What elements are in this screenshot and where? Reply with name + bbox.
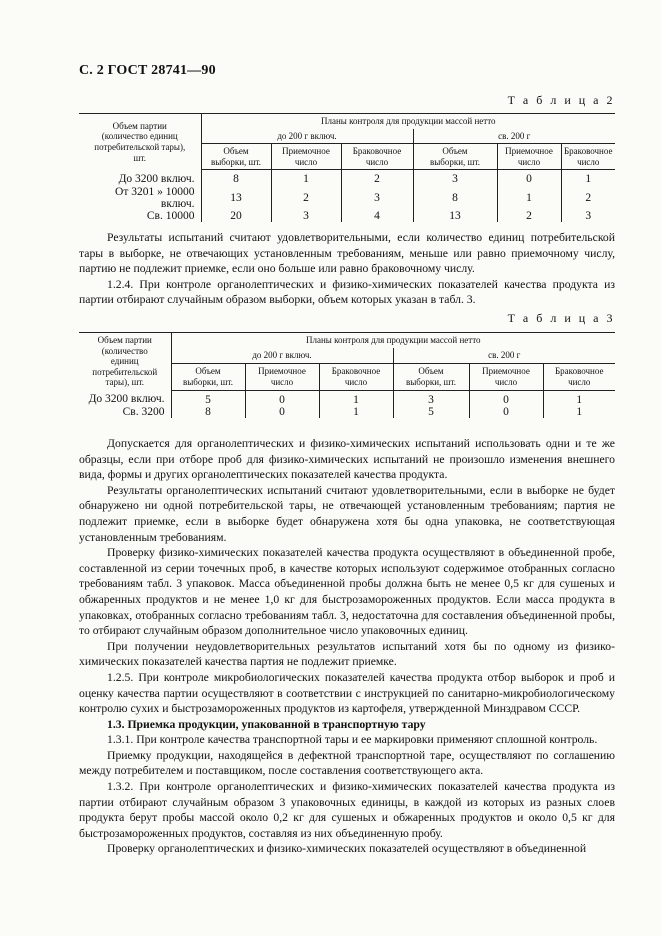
table-cell: 4 [341,210,413,222]
table3-accept-header-2: Приемочное число [469,363,543,390]
paragraph: Результаты испытаний считают удовлетворительными, если количество единиц потребительской тары в выборке, не отвечающих установленным требованиям, меньше или равно приемочному числу, партию не подлежит приемке, если оно больше или равно браковочному числу. [79,231,615,276]
table3-group-gt200: св. 200 г [393,348,615,363]
table3-reject-header: Браковочное число [319,363,393,390]
table2-reject-header-2: Браковочное число [561,144,615,170]
table-cell: 1 [271,170,341,186]
table-cell: 0 [497,170,561,186]
table2-accept-header: Приемочное число [271,144,341,170]
table-cell: 1 [543,406,615,418]
table-cell: 2 [497,210,561,222]
table-row [79,406,615,418]
table2-sample-size-header: Объем выборки, шт. [201,144,271,170]
table2-group-gt200: св. 200 г [413,129,615,144]
table-row [79,170,615,186]
table3-reject-header-2: Браковочное число [543,363,615,390]
table-cell: 8 [201,170,271,186]
table-cell: 1 [319,406,393,418]
table-cell: 5 [171,390,245,406]
row-label: От 3201 » 10000 включ. [115,185,195,210]
table-row [79,186,615,210]
table3-group-le200: до 200 г включ. [171,348,393,363]
table-row [79,390,615,406]
table3-caption: Т а б л и ц а 3 [507,311,615,325]
table-cell: 3 [561,210,615,222]
table-cell: 1 [319,390,393,406]
table-cell: 8 [413,186,497,210]
paragraph: Проверку физико-химических показателей качества продукта осуществляют в объединенной пробе, составленной из серии точечных проб, в качестве которых используют содержимое отобранных согласно требованиям табл. 3 упаковок. Масса объединенной пробы должна быть не менее 0,5 кг для сушеных и обжаренных продуктов и не менее 1,0 кг для быстрозамороженных продуктов. Если масса продукта в упаковках, отобранных согласно требованиям табл. 3, недостаточна для составления объединенной пробы, то отбирают случайным образом дополнительное число упаковочных единиц. [79,546,615,638]
table-2 [79,113,615,222]
table2-reject-header: Браковочное число [341,144,413,170]
table-cell: 13 [413,210,497,222]
table-cell: 1 [561,170,615,186]
table-cell: 2 [561,186,615,210]
table-cell: 20 [201,210,271,222]
table-cell: 0 [245,406,319,418]
row-label: Св. 10000 [146,209,195,222]
table-cell: 1 [497,186,561,210]
table2-sample-size-header-2: Объем выборки, шт. [413,144,497,170]
table-cell: 5 [393,406,469,418]
text-block-1 [79,230,615,308]
table-cell: 3 [393,390,469,406]
table-cell: 13 [201,186,271,210]
table3-col-lot-size: Объем партии (количество единиц потребительской тары), шт. [79,333,171,391]
paragraph: 1.3.1. При контроле качества транспортной тары и ее маркировки применяют сплошной контроль. [107,733,598,747]
table2-col-lot-size: Объем партии (количество единиц потребительской тары), шт. [79,114,201,170]
row-label: До 3200 включ. [118,173,195,186]
table-cell: 0 [469,390,543,406]
table2-plans-header: Планы контроля для продукции массой нетто [201,114,615,129]
text-block-2 [79,436,615,857]
table-row [79,210,615,222]
table-cell: 2 [271,186,341,210]
table2-accept-header-2: Приемочное число [497,144,561,170]
paragraph: Приемку продукции, находящейся в дефектной транспортной таре, осуществляют по соглашению между потребителем и поставщиком, после составления соответствующего акта. [79,748,615,778]
row-label: Св. 3200 [122,405,165,418]
table-cell: 2 [341,170,413,186]
paragraph: Допускается для органолептических и физико-химических испытаний использовать одни и те же образцы, если при отборе проб для физико-химических испытаний не произошло изменения внешнего вида, формы и других органолептических показателей качества продукта. [79,437,615,482]
row-label: До 3200 включ. [88,393,165,406]
table3-sample-size-header-2: Объем выборки, шт. [393,363,469,390]
table3-plans-header: Планы контроля для продукции массой нетто [171,333,615,348]
page-header: С. 2 ГОСТ 28741—90 [79,63,216,78]
table-cell: 8 [171,406,245,418]
paragraph: 1.3.2. При контроле органолептических и физико-химических показателей качества продукта из партии отбирают случайным образом 3 упаковочных единицы, в каждой из которых из разных слоев продукта берут пробы массой около 0,2 кг для сушеных и обжаренных продуктов и около 0,5 кг для быстрозамороженных продуктов, составляя из них объединенную пробу. [79,780,615,840]
table2-caption: Т а б л и ц а 2 [507,93,615,107]
paragraph: При получении неудовлетворительных результатов испытаний хотя бы по одному из физико-химических показателей качества партия не подлежит приемке. [79,639,615,669]
paragraph: Результаты органолептических испытаний считают удовлетворительными, если в выборке не будет обнаружено ни одной потребительской тары, не отвечающей установленным требованиям; партия не подлежит приемке, если в выборке будет обнаружена хотя бы одна упаковка, не соответствующая установленным требованиям. [79,483,615,544]
table-cell: 3 [271,210,341,222]
paragraph: 1.2.4. При контроле органолептических и физико-химических показателей качества продукта из партии отбирают случайным образом выборки, объем которых указан в табл. 3. [79,277,615,307]
table-cell: 3 [413,170,497,186]
table-cell: 0 [245,390,319,406]
table-cell: 3 [341,186,413,210]
paragraph: 1.2.5. При контроле микробиологических показателей качества продукта отбор выборок и проб и оценку качества партии осуществляют в соответствии с инструкцией по санитарно-микробиологическому контролю сухих и быстрозамороженных продуктов из картофеля, утвержденной Минздравом СССР. [79,670,615,716]
table-3 [79,332,615,418]
table2-group-le200: до 200 г включ. [201,129,413,144]
table3-sample-size-header: Объем выборки, шт. [171,363,245,390]
table3-accept-header: Приемочное число [245,363,319,390]
table-cell: 1 [543,390,615,406]
paragraph: Проверку органолептических и физико-химических показателей осуществляют в объединенной [107,842,587,856]
table-cell: 0 [469,406,543,418]
section-heading: 1.3. Приемка продукции, упакованной в транспортную тару [107,717,426,731]
